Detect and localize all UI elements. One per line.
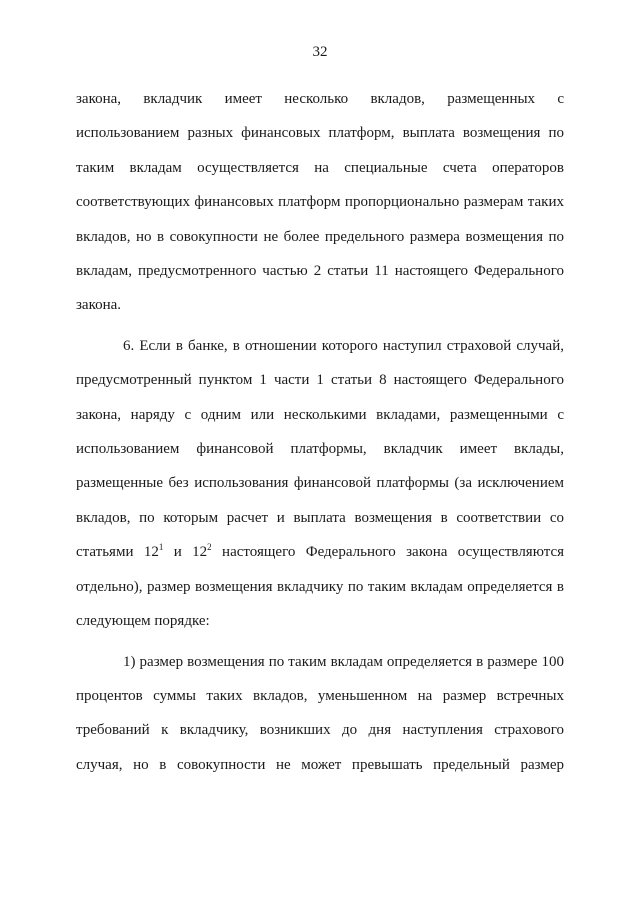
text-line: закона. <box>76 297 122 314</box>
text-line: использованием разных финансовых платформ, выплата возмещения по <box>76 125 564 142</box>
text-line: вкладов, но в совокупности не более предельного размера возмещения по <box>76 228 564 245</box>
text-line: соответствующих финансовых платформ пропорционально размерам таких <box>76 194 564 211</box>
text-line: следующем порядке: <box>76 613 210 630</box>
text-line: размещенные без использования финансовой платформы (за исключением <box>76 475 564 492</box>
paragraph-subitem-1 <box>76 645 564 783</box>
superscript: 1 <box>158 542 164 553</box>
text-line: 6. Если в банке, в отношении которого наступил страховой случай, <box>123 337 564 354</box>
text-line: использованием финансовой платформы, вкладчик имеет вклады, <box>76 441 564 458</box>
text-line: предусмотренный пунктом 1 части 1 статьи 8 настоящего Федерального <box>76 372 564 389</box>
text-fragment: настоящего Федерального закона осуществляются <box>211 544 565 561</box>
text-line: вкладам, предусмотренного частью 2 статьи 11 настоящего Федерального <box>76 263 564 280</box>
paragraph-continuation <box>76 82 564 323</box>
page-number: 32 <box>312 44 328 60</box>
text-line: закона, вкладчик имеет несколько вкладов, размещенных с <box>76 91 564 107</box>
superscript: 2 <box>207 542 212 553</box>
paragraph-item-6 <box>76 329 564 639</box>
document-body <box>76 82 564 788</box>
text-line: процентов суммы таких вкладов, уменьшенном на размер встречных <box>76 687 564 704</box>
text-line: таким вкладам осуществляется на специальные счета операторов <box>76 159 564 176</box>
text-line: отдельно), размер возмещения вкладчику по таким вкладам определяется в <box>76 578 564 595</box>
text-line: вкладов, по которым расчет и выплата возмещения в соответствии со <box>76 509 564 526</box>
text-line: требований к вкладчику, возникших до дня наступления страхового <box>76 722 564 739</box>
text-fragment: и 12 <box>163 544 208 561</box>
text-line: закона, наряду с одним или несколькими вкладами, размещенными с <box>76 406 564 423</box>
text-line: 1) размер возмещения по таким вкладам определяется в размере 100 <box>123 653 564 670</box>
text-line: случая, но в совокупности не может превышать предельный размер <box>76 756 564 773</box>
text-line-with-superscripts <box>76 535 564 569</box>
text-fragment: статьями 12 <box>76 544 159 561</box>
